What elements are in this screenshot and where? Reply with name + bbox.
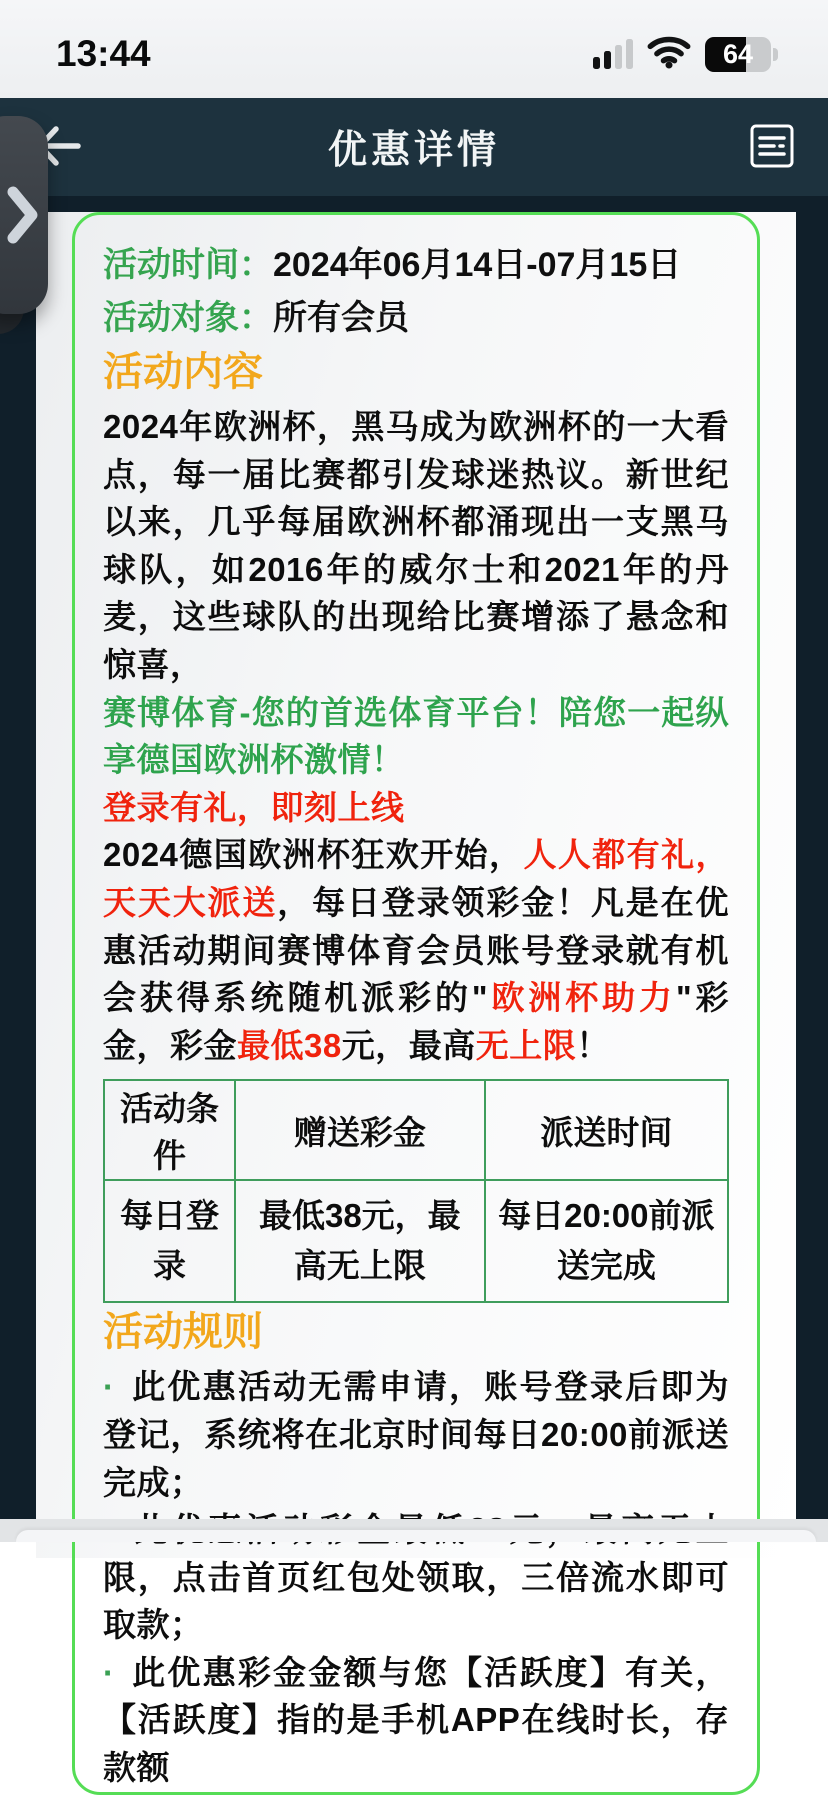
text-segment: 元，最高 [341,1026,476,1064]
text-segment: ！ [576,1026,610,1064]
activity-time-line [103,239,729,292]
login-gift-header: 登录有礼，即刻上线 [103,788,405,826]
navbar [0,98,828,196]
bottom-sheet-inner[interactable] [16,1530,816,1542]
table-header-cell: 活动条件 [104,1080,235,1180]
chevron-right-icon [7,184,39,246]
activity-audience-label: 活动对象： [103,299,273,337]
text-segment-red: 欧洲杯助力 [488,979,676,1017]
promo-table [103,1079,729,1303]
text-segment: ，每日登录领彩金！凡是在优惠活动期间赛博体育会员账号登录就有机会获得系统随机派彩的" [103,883,730,1017]
section-header-content: 活动内容 [103,350,263,394]
rule-text: 此优惠彩金金额与您【活跃度】有关，【活跃度】指的是手机APP在线时长，存款额 [103,1653,729,1787]
battery-tip [773,48,778,61]
text-segment: 2024德国欧洲杯狂欢开始， [103,836,524,874]
content-area[interactable] [0,196,828,1787]
bottom-sheet-edge [0,1519,828,1542]
activity-time-value: 2024年06月14日-07月15日 [273,246,682,284]
cellular-signal-icon [593,39,633,69]
rule-text: 此优惠活动无需申请，账号登录后即为登记，系统将在北京时间每日20:00前派送完成； [103,1368,729,1501]
rule-text: 限，点击首页红包处领取，三倍流水即可取款； [103,1558,729,1644]
text-segment-red: 最低38 [237,1026,342,1064]
battery-icon [705,37,778,72]
battery-percent: 64 [705,37,771,72]
activity-audience-value: 所有会员 [273,299,409,337]
page-title: 优惠详情 [327,129,500,172]
menu-button[interactable] [750,124,794,168]
login-gift-paragraph [103,831,729,1069]
status-time: 13:44 [56,33,151,74]
table-header-cell: 派送时间 [485,1080,728,1180]
text-segment-red: 无上限 [475,1026,577,1064]
bullet-dot: · [103,1653,115,1691]
brand-paragraph: 赛博体育-您的首选体育平台！陪您一起纵享德国欧洲杯激情！ [103,693,729,779]
status-bar [0,0,828,98]
table-row [104,1180,728,1302]
rule-item [103,1363,729,1506]
promo-card [36,212,796,1787]
table-cell: 每日登录 [104,1180,235,1302]
text-segment-red: 人人都有礼，天天大派送 [103,836,729,921]
status-icons [593,35,778,73]
drawer-handle[interactable] [0,116,48,314]
table-cell: 最低38元，最高无上限 [235,1180,485,1302]
text-segment: "彩金，彩金 [103,979,730,1064]
document-list-icon [750,124,794,168]
promo-bordered-box [72,212,760,1795]
activity-time-label: 活动时间： [103,246,273,284]
table-cell: 每日20:00前派送完成 [485,1180,728,1302]
intro-paragraph: 2024年欧洲杯，黑马成为欧洲杯的一大看点，每一届比赛都引发球迷热议。新世纪以来，几乎每届欧洲杯都涌现出一支黑马球队，如2016年的威尔士和2021年的丹麦，这些球队的出现给比赛增添了悬念和惊喜， [103,408,729,683]
bullet-dot: · [103,1368,115,1406]
rule-item [103,1649,729,1792]
section-header-rules: 活动规则 [103,1310,263,1355]
activity-audience-line [103,292,729,345]
wifi-icon [647,35,691,73]
table-header-row [104,1080,728,1180]
table-header-cell: 赠送彩金 [235,1080,485,1180]
